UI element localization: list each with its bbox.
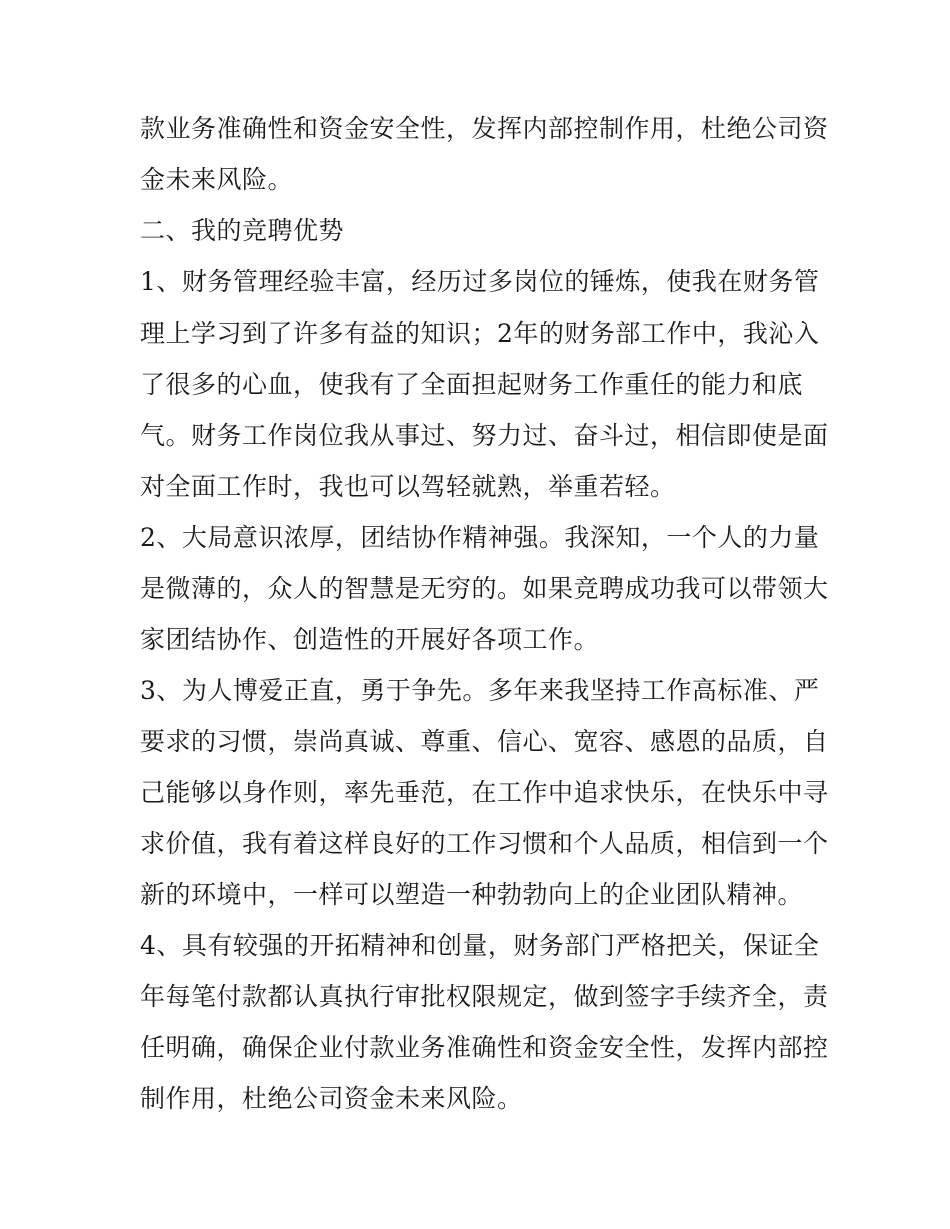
paragraph-line: 己能够以身作则，率先垂范，在工作中追求快乐，在快乐中寻: [140, 778, 829, 807]
paragraph-line: 任明确，确保企业付款业务准确性和资金安全性，发挥内部控: [140, 1033, 829, 1062]
paragraph-line: 1、财务管理经验丰富，经历过多岗位的锤炼，使我在财务管: [140, 267, 820, 296]
paragraph-line: 对全面工作时，我也可以驾轻就熟，举重若轻。: [140, 472, 676, 501]
paragraph-line: 款业务准确性和资金安全性，发挥内部控制作用，杜绝公司资: [140, 114, 829, 143]
paragraph-line: 求价值，我有着这样良好的工作习惯和个人品质，相信到一个: [140, 829, 829, 858]
paragraph-line: 2、大局意识浓厚，团结协作精神强。我深知，一个人的力量: [140, 523, 820, 552]
paragraph-line: 了很多的心血，使我有了全面担起财务工作重任的能力和底: [140, 370, 804, 399]
paragraph-line: 新的环境中，一样可以塑造一种勃勃向上的企业团队精神。: [140, 880, 804, 909]
paragraph-line: 家团结协作、创造性的开展好各项工作。: [140, 625, 600, 654]
paragraph-line: 理上学习到了许多有益的知识；2年的财务部工作中，我沁入: [140, 319, 820, 348]
paragraph-line: 是微薄的，众人的智慧是无穷的。如果竞聘成功我可以带领大: [140, 574, 829, 603]
paragraph-line: 金未来风险。: [140, 165, 294, 194]
section-heading: 二、我的竞聘优势: [140, 216, 345, 245]
paragraph-line: 要求的习惯，崇尚真诚、尊重、信心、宽容、感恩的品质，自: [140, 727, 829, 756]
paragraph-line: 气。财务工作岗位我从事过、努力过、奋斗过，相信即使是面: [140, 421, 829, 450]
paragraph-line: 4、具有较强的开拓精神和创量，财务部门严格把关，保证全: [140, 931, 820, 960]
paragraph-line: 年每笔付款都认真执行审批权限规定，做到签字手续齐全，责: [140, 982, 829, 1011]
paragraph-line: 制作用，杜绝公司资金未来风险。: [140, 1084, 523, 1113]
paragraph-line: 3、为人博爱正直，勇于争先。多年来我坚持工作高标准、严: [140, 676, 820, 705]
